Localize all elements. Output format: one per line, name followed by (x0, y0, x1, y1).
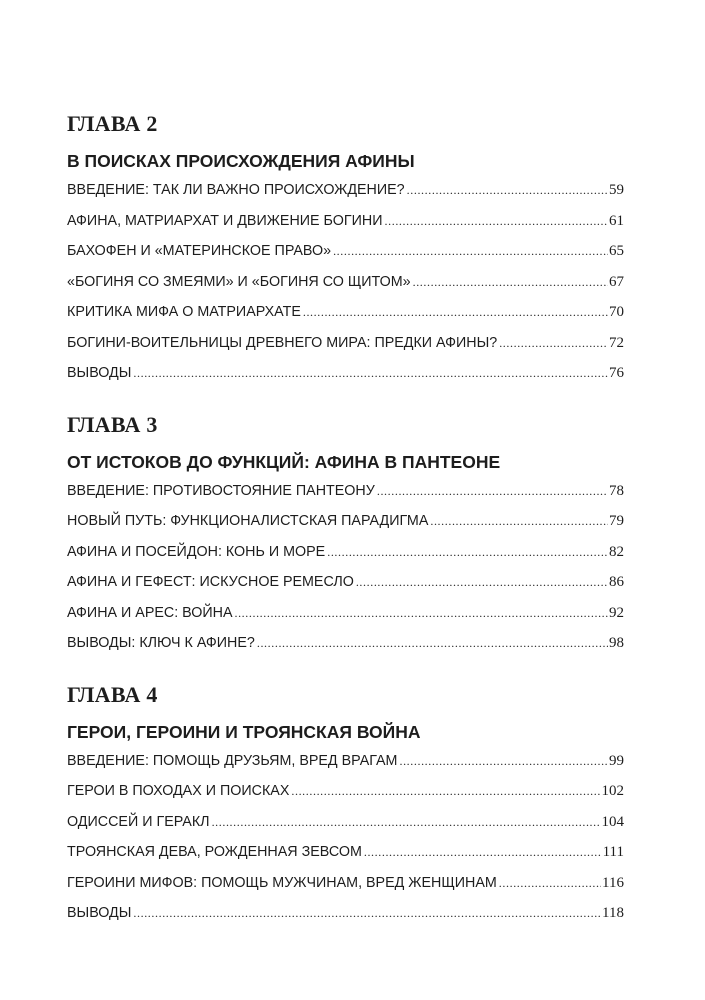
toc-entry-page: 70 (609, 304, 624, 320)
toc-entry-title: ГЕРОИНИ МИФОВ: ПОМОЩЬ МУЖЧИНАМ, ВРЕД ЖЕНЩИНАМ (67, 874, 497, 891)
toc-entry-page: 72 (609, 334, 624, 351)
toc-entry-page: 65 (609, 243, 624, 259)
toc-entry-page: 61 (609, 212, 624, 229)
toc-entry-title: АФИНА И ГЕФЕСТ: ИСКУСНОЕ РЕМЕСЛО (67, 574, 354, 590)
dot-leader (430, 506, 608, 537)
toc-entry-title: АФИНА И АРЕС: ВОЙНА (67, 604, 233, 621)
dot-leader (407, 175, 608, 206)
toc-entry-page: 92 (609, 604, 624, 621)
toc-entry-page: 111 (602, 844, 624, 860)
toc-entry-page: 82 (609, 543, 624, 560)
dot-leader (499, 868, 601, 899)
dot-leader (499, 328, 608, 359)
toc-entry-title: ВЫВОДЫ (67, 905, 132, 921)
chapter-title: ГЕРОИ, ГЕРОИНИ И ТРОЯНСКАЯ ВОЙНА (67, 721, 421, 742)
toc-entry-page: 59 (609, 182, 624, 198)
toc-entry-title: «БОГИНЯ СО ЗМЕЯМИ» И «БОГИНЯ СО ЩИТОМ» (67, 273, 411, 290)
toc-entry-title: ГЕРОИ В ПОХОДАХ И ПОИСКАХ (67, 783, 290, 799)
toc-entry-page: 118 (602, 905, 624, 921)
toc-entry[interactable] (67, 206, 624, 237)
toc-entry-page: 67 (609, 273, 624, 290)
chapter-title: В ПОИСКАХ ПРОИСХОЖДЕНИЯ АФИНЫ (67, 151, 415, 171)
toc-entry[interactable] (67, 898, 624, 929)
toc-entry[interactable] (67, 236, 624, 267)
toc-entry-title: ВВЕДЕНИЕ: ТАК ЛИ ВАЖНО ПРОИСХОЖДЕНИЕ? (67, 182, 405, 198)
toc-entry[interactable] (67, 476, 624, 507)
chapter-section (67, 410, 624, 659)
chapter-title: ОТ ИСТОКОВ ДО ФУНКЦИЙ: АФИНА В ПАНТЕОНЕ (67, 451, 501, 472)
toc-entry[interactable] (67, 746, 624, 777)
toc-entry-title: КРИТИКА МИФА О МАТРИАРХАТЕ (67, 304, 301, 320)
toc-entry-title: ВВЕДЕНИЕ: ПОМОЩЬ ДРУЗЬЯМ, ВРЕД ВРАГАМ (67, 752, 398, 769)
toc-entry-title: БАХОФЕН И «МАТЕРИНСКОЕ ПРАВО» (67, 243, 332, 259)
toc-entry-page: 116 (602, 874, 624, 891)
toc-entry-page: 76 (609, 365, 624, 381)
toc-entry[interactable] (67, 537, 624, 568)
toc-entry[interactable] (67, 358, 624, 389)
toc-entry-title: БОГИНИ-ВОИТЕЛЬНИЦЫ ДРЕВНЕГО МИРА: ПРЕДКИ АФИНЫ? (67, 334, 498, 351)
chapter-number: ГЛАВА 4 (67, 681, 158, 707)
dot-leader (385, 206, 608, 237)
toc-entry[interactable] (67, 506, 624, 537)
toc-entry[interactable] (67, 776, 624, 807)
dot-leader (356, 567, 608, 598)
dot-leader (133, 358, 608, 389)
toc-entry[interactable] (67, 328, 624, 359)
toc-entry-title: НОВЫЙ ПУТЬ: ФУНКЦИОНАЛИСТСКАЯ ПАРАДИГМА (67, 513, 429, 529)
toc-entry-title: ВЫВОДЫ (67, 365, 132, 381)
toc-entry-title: ВВЕДЕНИЕ: ПРОТИВОСТОЯНИЕ ПАНТЕОНУ (67, 482, 375, 499)
toc-entry-list (67, 746, 624, 929)
dot-leader (303, 297, 608, 328)
toc-entry[interactable] (67, 175, 624, 206)
toc-entry[interactable] (67, 297, 624, 328)
toc-entry-title: ОДИССЕЙ И ГЕРАКЛ (67, 813, 210, 830)
toc-entry-title: АФИНА И ПОСЕЙДОН: КОНЬ И МОРЕ (67, 543, 326, 560)
toc-entry-page: 79 (609, 513, 624, 529)
toc-entry[interactable] (67, 837, 624, 868)
toc-entry-title: ТРОЯНСКАЯ ДЕВА, РОЖДЕННАЯ ЗЕВСОМ (67, 844, 362, 860)
dot-leader (133, 898, 601, 929)
toc-entry-page: 99 (609, 752, 624, 769)
dot-leader (333, 236, 608, 267)
dot-leader (377, 476, 608, 507)
dot-leader (234, 598, 608, 629)
toc-entry-page: 98 (609, 635, 624, 651)
chapter-number: ГЛАВА 2 (67, 111, 158, 136)
toc-entry-title: ВЫВОДЫ: КЛЮЧ К АФИНЕ? (67, 635, 255, 651)
toc-entry[interactable] (67, 868, 624, 899)
dot-leader (399, 746, 608, 777)
dot-leader (291, 776, 600, 807)
toc-entry[interactable] (67, 267, 624, 298)
toc-entry[interactable] (67, 807, 624, 838)
toc-entry[interactable] (67, 628, 624, 659)
chapter-section (67, 680, 624, 929)
toc-entry-page: 78 (609, 482, 624, 499)
dot-leader (257, 628, 608, 659)
toc-entry-list (67, 476, 624, 659)
toc-entry-page: 86 (609, 574, 624, 590)
toc-entry-list (67, 175, 624, 389)
chapter-number: ГЛАВА 3 (67, 411, 158, 437)
toc-entry[interactable] (67, 598, 624, 629)
toc-entry-title: АФИНА, МАТРИАРХАТ И ДВИЖЕНИЕ БОГИНИ (67, 212, 383, 229)
toc-entry[interactable] (67, 567, 624, 598)
dot-leader (212, 807, 601, 838)
dot-leader (327, 537, 608, 568)
toc-entry-page: 102 (601, 783, 624, 799)
chapter-section (67, 109, 624, 389)
dot-leader (413, 267, 608, 298)
toc-entry-page: 104 (601, 813, 624, 830)
dot-leader (364, 837, 602, 868)
table-of-contents (67, 109, 624, 950)
